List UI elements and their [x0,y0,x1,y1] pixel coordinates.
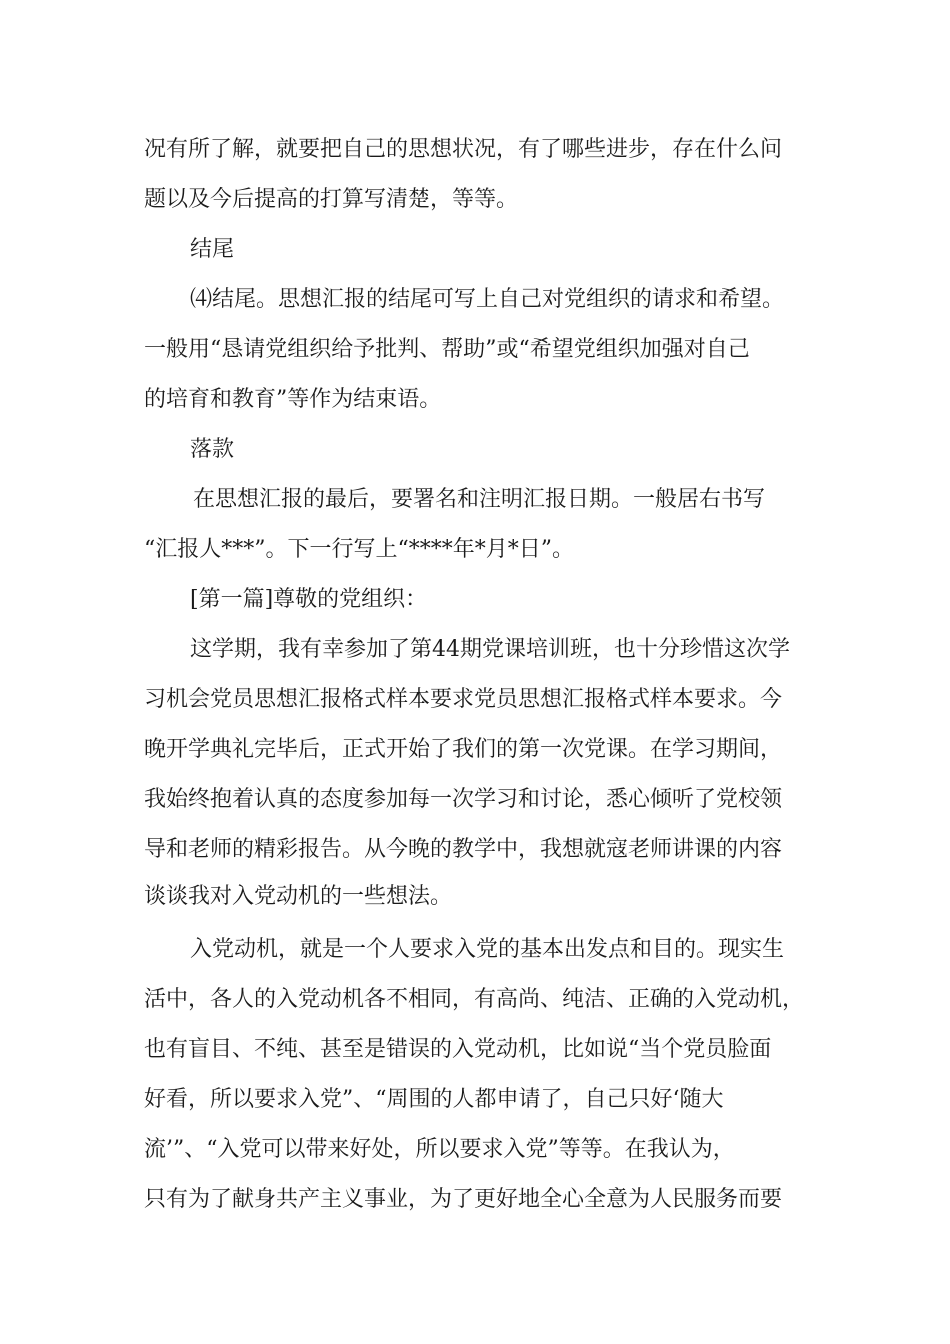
section-heading: 结尾 [190,237,235,262]
text-line: 入党动机，就是一个人要求入党的基本出发点和目的。现实生 [190,937,785,962]
text-line: 也有盲目、不纯、甚至是错误的入党动机，比如说“当个党员脸面 [144,1037,772,1062]
text-line: 题以及今后提高的打算写清楚，等等。 [144,187,519,212]
text-line: 我始终抱着认真的态度参加每一次学习和讨论，悉心倾听了党校领 [144,787,783,812]
text-line: 只有为了献身共产主义事业，为了更好地全心全意为人民服务而要 [144,1187,783,1212]
text-line: 一般用“恳请党组织给予批判、帮助”或“希望党组织加强对自己 [144,337,750,362]
letter-heading: [第一篇]尊敬的党组织： [190,587,428,612]
text-line: 的培育和教育”等作为结束语。 [144,387,442,412]
text-line: 在思想汇报的最后，要署名和注明汇报日期。一般居右书写 [193,487,766,512]
text-line: 导和老师的精彩报告。从今晚的教学中，我想就寇老师讲课的内容 [144,837,783,862]
text-line: 流’”、“入党可以带来好处，所以要求入党”等等。在我认为， [144,1137,735,1162]
text-line: 晚开学典礼完毕后，正式开始了我们的第一次党课。在学习期间， [144,737,783,762]
text-line: ⑷结尾。思想汇报的结尾可写上自己对党组织的请求和希望。 [190,287,785,312]
text-line: 活中，各人的入党动机各不相同，有高尚、纯洁、正确的入党动机， [144,987,805,1012]
text-line: 习机会党员思想汇报格式样本要求党员思想汇报格式样本要求。今 [144,687,783,712]
text-line: 这学期，我有幸参加了第44期党课培训班，也十分珍惜这次学 [190,637,790,662]
text-line: 况有所了解，就要把自己的思想状况，有了哪些进步，存在什么问 [144,137,783,162]
section-heading: 落款 [190,437,235,462]
text-line: “汇报人***”。下一行写上“****年*月*日”。 [144,537,574,562]
text-line: 好看，所以要求入党”、“周围的人都申请了，自己只好‘随大 [144,1087,724,1112]
text-line: 谈谈我对入党动机的一些想法。 [144,884,453,909]
